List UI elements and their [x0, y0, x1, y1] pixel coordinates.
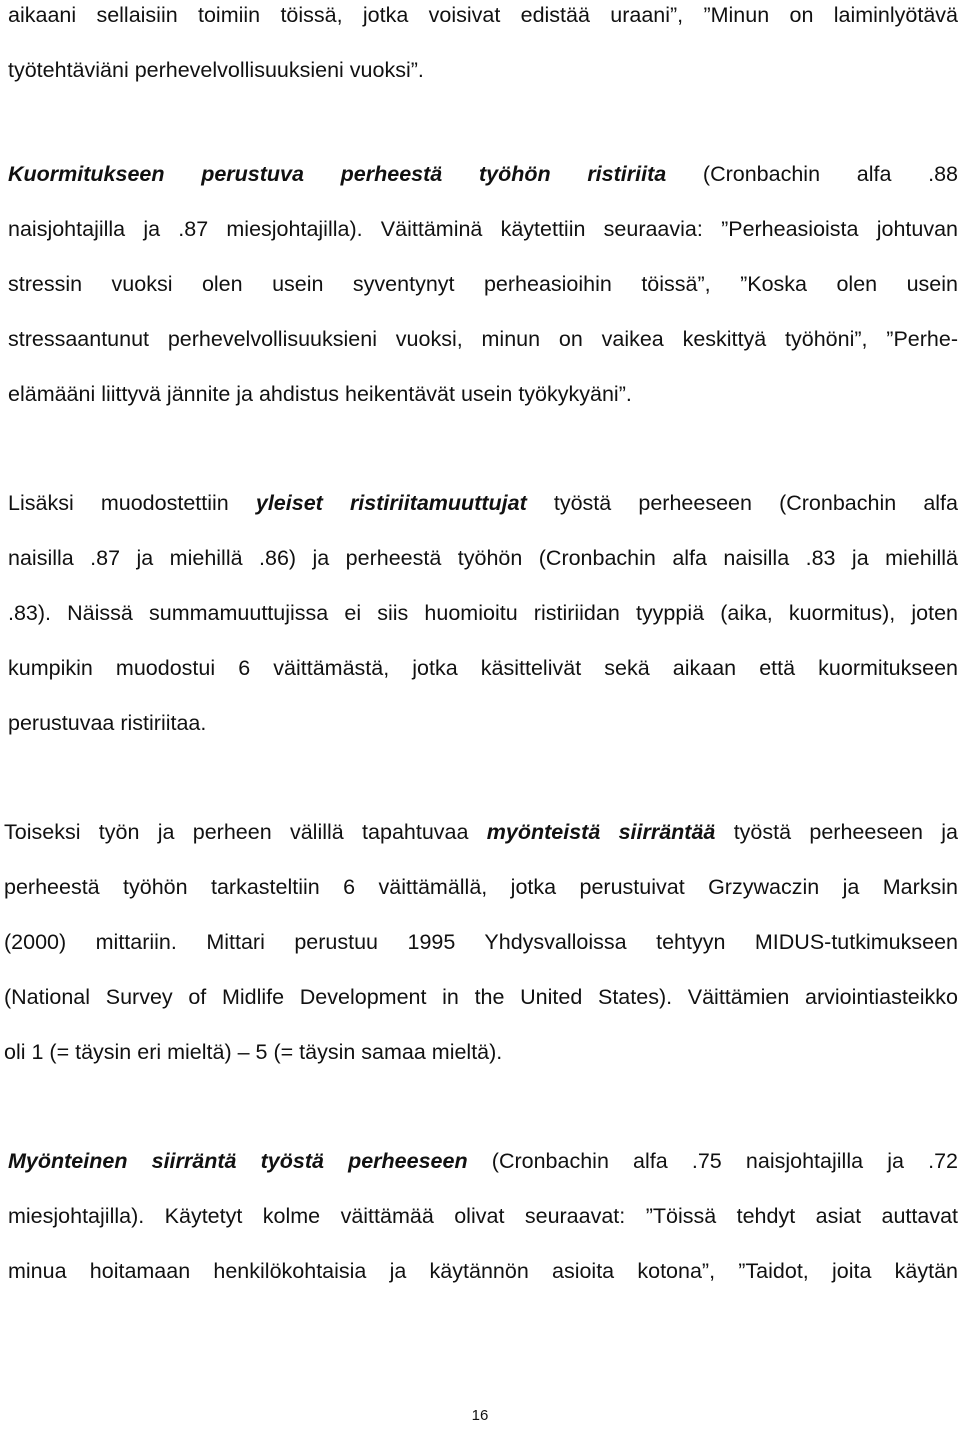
text-segment: aikaani sellaisiin toimiin töissä, jotka voisivat edistää uraani”, ”Minun on laiminlyötävä [8, 3, 958, 27]
text-line [8, 1256, 958, 1286]
emphasized-term: myönteistä siirräntää [486, 820, 716, 844]
text-segment: (2000) mittariin. Mittari perustuu 1995 Yhdysvalloissa tehtyyn MIDUS-tutkimukseen [4, 930, 958, 954]
text-line [8, 324, 958, 354]
text-line [8, 598, 958, 628]
text-segment: miesjohtajilla). Käytetyt kolme väittämää olivat seuraavat: ”Töissä tehdyt asiat auttavat [8, 1204, 958, 1228]
text-segment: (Cronbachin alfa .75 naisjohtajilla ja .72 [491, 1149, 958, 1173]
text-line [8, 55, 958, 85]
text-segment: perheestä työhön tarkasteltiin 6 väittämällä, jotka perustuivat Grzywaczin ja Marksin [4, 875, 958, 899]
text-line [8, 159, 958, 189]
text-line [8, 653, 958, 683]
text-segment: minua hoitamaan henkilökohtaisia ja käytännön asioita kotona”, ”Taidot, joita käytän [8, 1259, 958, 1283]
text-segment: oli 1 (= täysin eri mieltä) – 5 (= täysin samaa mieltä). [4, 1040, 503, 1064]
text-line [4, 927, 958, 957]
text-segment: (National Survey of Midlife Development in the United States). Väittämien arviointiasteikko [4, 985, 958, 1009]
text-segment: (Cronbachin alfa .88 [702, 162, 958, 186]
text-line [8, 543, 958, 573]
text-segment: stressaantunut perhevelvollisuuksieni vuoksi, minun on vaikea keskittyä työhöni”, ”Perhe- [8, 327, 958, 351]
text-segment: kumpikin muodostui 6 väittämästä, jotka käsittelivät sekä aikaan että kuormitukseen [8, 656, 958, 680]
text-line [8, 214, 958, 244]
text-line [8, 1201, 958, 1231]
text-line [8, 379, 958, 409]
text-segment: työtehtäviäni perhevelvollisuuksieni vuoksi”. [8, 58, 424, 82]
text-segment: Lisäksi muodostettiin [8, 491, 256, 515]
page-number: 16 [471, 1407, 489, 1424]
text-segment: Toiseksi työn ja perheen välillä tapahtuvaa [4, 820, 487, 844]
text-segment: työstä perheeseen ja [733, 820, 958, 844]
text-segment: stressin vuoksi olen usein syventynyt perheasioihin töissä”, ”Koska olen usein [8, 272, 958, 296]
text-segment: .83). Näissä summamuuttujissa ei siis huomioitu ristiriidan tyyppiä (aika, kuormitus), joten [8, 601, 958, 625]
text-line [8, 488, 958, 518]
text-line [8, 708, 958, 738]
emphasized-term: Kuormitukseen perustuva perheestä työhön ristiriita [8, 162, 667, 186]
text-segment: naisilla .87 ja miehillä .86) ja perheestä työhön (Cronbachin alfa naisilla .83 ja miehillä [8, 546, 958, 570]
text-line [4, 872, 958, 902]
emphasized-term: Myönteinen siirräntä työstä perheeseen [8, 1149, 468, 1173]
text-segment: naisjohtajilla ja .87 miesjohtajilla). Väittäminä käytettiin seuraavia: ”Perheasioista johtuvan [8, 217, 958, 241]
text-segment: elämääni liittyvä jännite ja ahdistus heikentävät usein työkykyäni”. [8, 382, 632, 406]
emphasized-term: yleiset ristiriitamuuttujat [255, 491, 527, 515]
text-line [8, 269, 958, 299]
text-line [4, 1037, 958, 1067]
text-line [4, 982, 958, 1012]
text-line [8, 0, 958, 30]
text-line [8, 1146, 958, 1176]
text-segment: työstä perheeseen (Cronbachin alfa [553, 491, 958, 515]
text-line [4, 817, 958, 847]
text-segment: perustuvaa ristiriitaa. [8, 711, 207, 735]
